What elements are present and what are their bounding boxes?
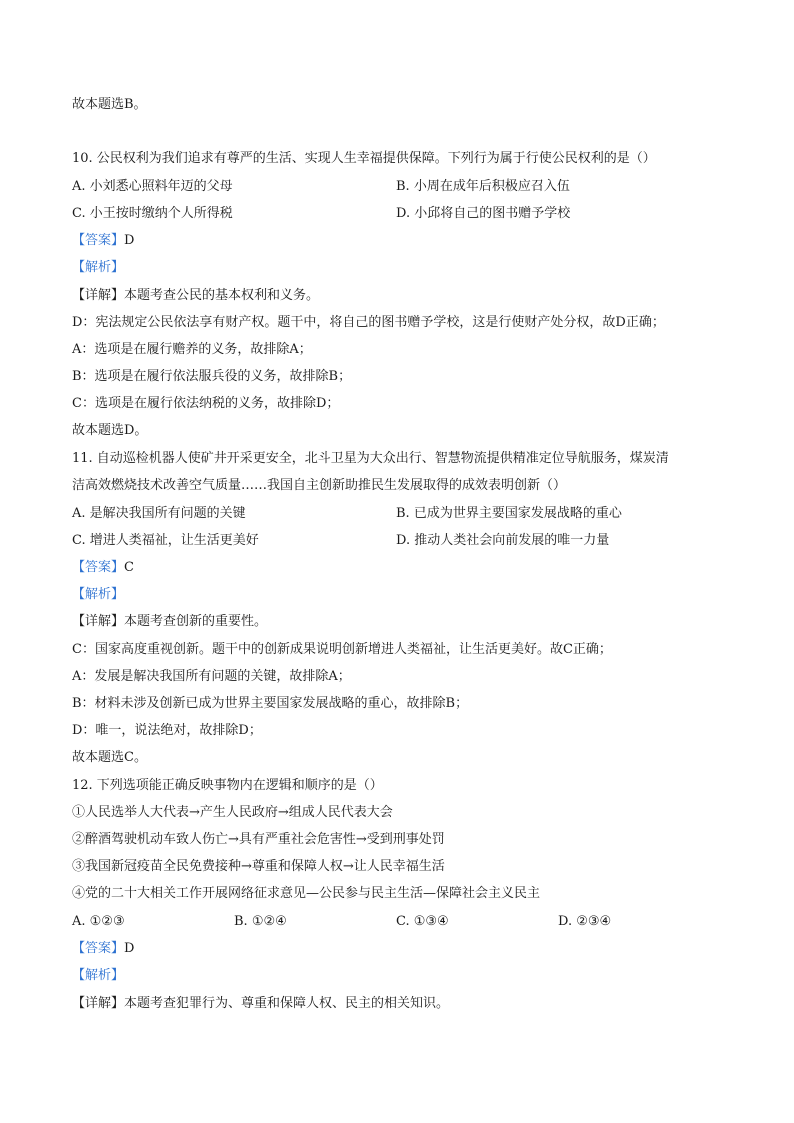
q11-detail	[72, 613, 267, 631]
answer-value: C	[124, 560, 134, 575]
q10-explanation-2: A：选项是在履行赡养的义务，故排除A；	[72, 342, 312, 357]
detail-tag: 【详解】	[72, 614, 125, 629]
answer-tag: 【答案】	[72, 233, 125, 248]
answer-tag: 【答案】	[72, 560, 125, 575]
q11-explanation-2: A：发展是解决我国所有问题的关键，故排除A；	[72, 669, 351, 684]
q12-item-2: ②醉酒驾驶机动车致人伤亡→具有严重社会危害性→受到刑事处罚	[72, 832, 445, 847]
answer-tag: 【答案】	[72, 941, 125, 956]
q11-explanation-4: D：唯一，说法绝对，故排除D；	[72, 723, 262, 738]
q10-option-d: D. 小邱将自己的图书赠予学校	[396, 206, 571, 221]
answer-value: D	[124, 233, 135, 248]
q10-option-a: A. 小刘悉心照料年迈的父母	[72, 179, 233, 194]
q11-analysis-tag: 【解析】	[72, 587, 125, 602]
detail-text: 本题考查犯罪行为、尊重和保障人权、民主的相关知识。	[124, 996, 450, 1011]
q12-item-1: ①人民选举人大代表→产生人民政府→组成人民代表大会	[72, 805, 393, 820]
q12-option-d: D. ②③④	[558, 914, 612, 929]
q11-answer	[72, 559, 134, 577]
q12-option-b: B. ①②④	[234, 914, 287, 929]
q12-stem: 12. 下列选项能正确反映事物内在逻辑和顺序的是（）	[72, 778, 383, 793]
q10-analysis-tag: 【解析】	[72, 260, 125, 275]
q11-stem-line-1: 11. 自动巡检机器人使矿井开采更安全，北斗卫星为大众出行、智慧物流提供精准定位导航服务，煤炭清	[72, 451, 669, 466]
answer-value: D	[124, 941, 135, 956]
q10-option-c: C. 小王按时缴纳个人所得税	[72, 206, 233, 221]
q11-option-d: D. 推动人类社会向前发展的唯一力量	[396, 533, 610, 548]
q11-option-a: A. 是解决我国所有问题的关键	[72, 506, 246, 521]
q11-explanation-1: C：国家高度重视创新。题干中的创新成果说明创新增进人类福祉，让生活更美好。故C正确；	[72, 642, 612, 657]
detail-text: 本题考查公民的基本权利和义务。	[124, 288, 320, 303]
q12-item-4: ④党的二十大相关工作开展网络征求意见—公民参与民主生活—保障社会主义民主	[72, 886, 541, 901]
detail-tag: 【详解】	[72, 996, 125, 1011]
q10-explanation-4: C：选项是在履行依法纳税的义务，故排除D；	[72, 396, 340, 411]
q10-explanation-1: D：宪法规定公民依法享有财产权。题干中，将自己的图书赠予学校，这是行使财产处分权，故D正确；	[72, 315, 665, 330]
q10-stem: 10. 公民权利为我们追求有尊严的生活、实现人生幸福提供保障。下列行为属于行使公民权利的是（）	[72, 151, 656, 166]
q12-item-3: ③我国新冠疫苗全民免费接种→尊重和保障人权→让人民幸福生活	[72, 859, 445, 874]
q11-stem-line-2: 洁高效燃烧技术改善空气质量……我国自主创新助推民生发展取得的成效表明创新（）	[72, 478, 567, 493]
q10-explanation-3: B：选项是在履行依法服兵役的义务，故排除B；	[72, 369, 352, 384]
q10-detail	[72, 287, 319, 305]
previous-conclusion: 故本题选B。	[72, 97, 147, 112]
q12-option-a: A. ①②③	[72, 914, 125, 929]
q11-option-c: C. 增进人类福祉，让生活更美好	[72, 533, 259, 548]
q11-option-b: B. 已成为世界主要国家发展战略的重心	[396, 506, 622, 521]
q11-explanation-3: B：材料未涉及创新已成为世界主要国家发展战略的重心，故排除B；	[72, 696, 469, 711]
q11-options-row-2	[72, 532, 722, 550]
q10-conclusion: 故本题选D。	[72, 423, 148, 438]
q12-detail	[72, 995, 449, 1013]
detail-text: 本题考查创新的重要性。	[124, 614, 268, 629]
q11-options-row-1	[72, 505, 722, 523]
q11-conclusion: 故本题选C。	[72, 750, 147, 765]
q10-answer	[72, 232, 134, 250]
detail-tag: 【详解】	[72, 288, 125, 303]
q12-option-c: C. ①③④	[396, 914, 449, 929]
q12-analysis-tag: 【解析】	[72, 968, 125, 983]
q12-answer	[72, 940, 134, 958]
q10-options-row-1	[72, 178, 722, 196]
q10-options-row-2	[72, 205, 722, 223]
q10-option-b: B. 小周在成年后积极应召入伍	[396, 179, 570, 194]
